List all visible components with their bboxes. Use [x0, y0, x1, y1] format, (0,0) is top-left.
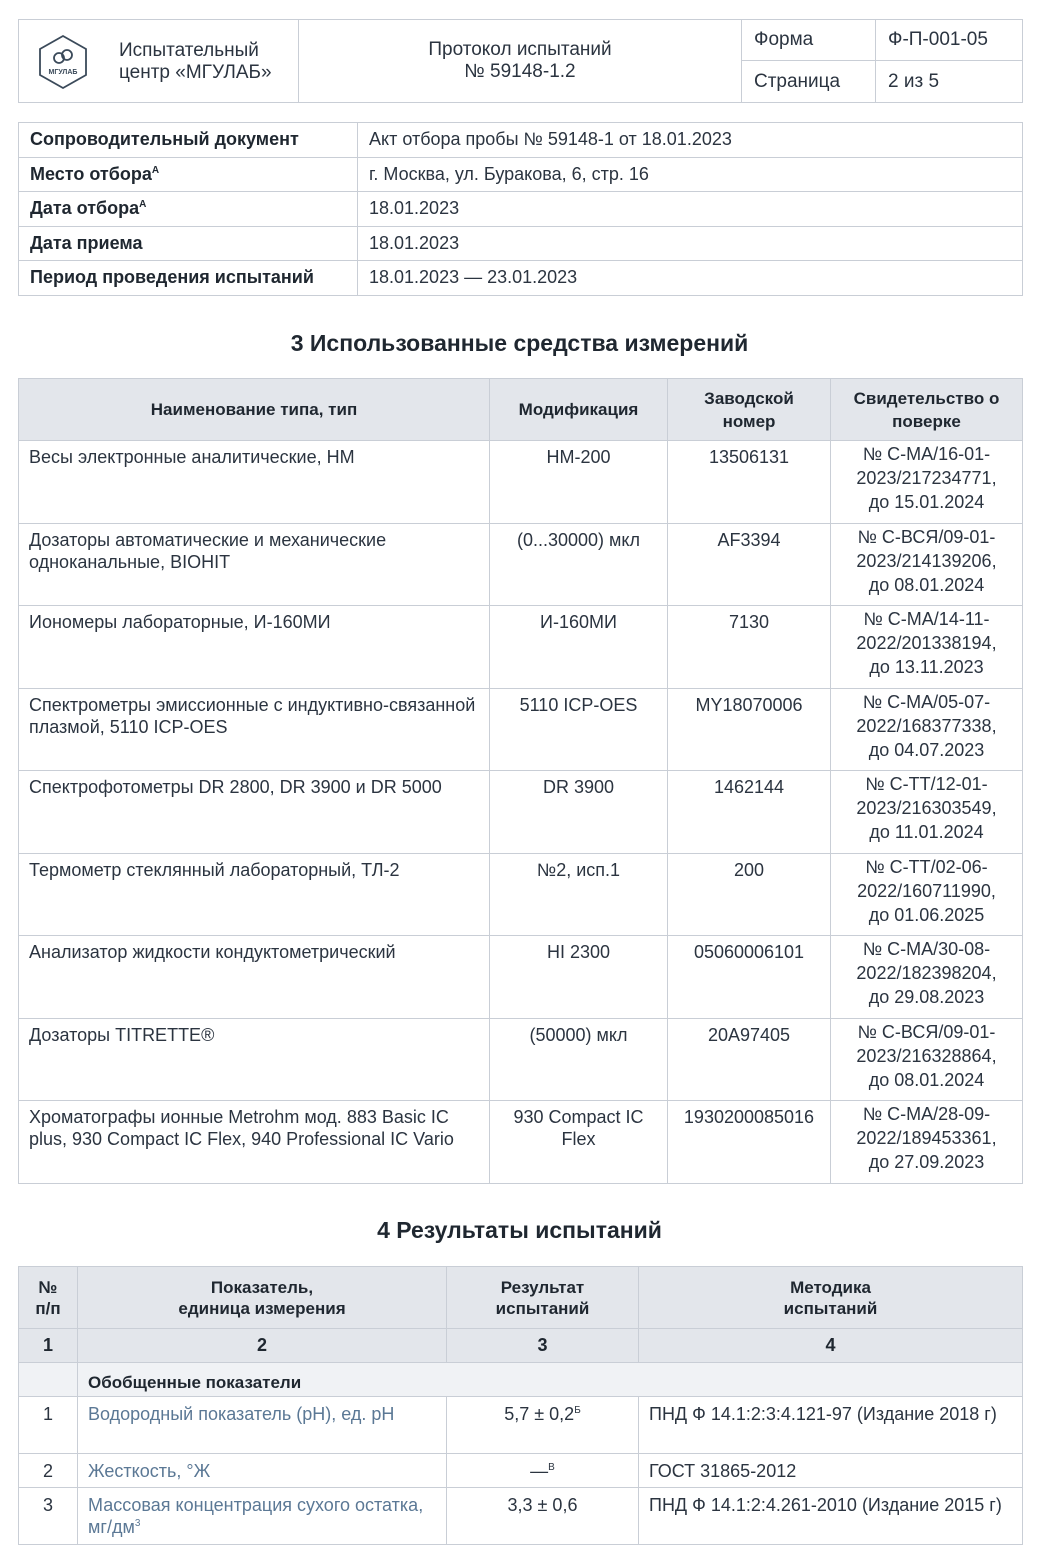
info-label: Дата приема — [19, 226, 358, 261]
instrument-name: Спектрометры эмиссионные с индуктивно-связанной плазмой, 5110 ICP-OES — [19, 688, 490, 771]
certificate-line: до 15.01.2024 — [868, 492, 985, 512]
instrument-serial: 7130 — [668, 606, 831, 689]
certificate-line: № С-ТТ/12-01- — [865, 774, 988, 794]
instrument-certificate — [831, 936, 1023, 1019]
info-label: Сопроводительный документ — [19, 123, 358, 158]
instrument-name: Хроматографы ионные Metrohm мод. 883 Basic IC plus, 930 Compact IC Flex, 940 Professional IC Vario — [19, 1101, 490, 1184]
instrument-name: Спектрофотометры DR 2800, DR 3900 и DR 5000 — [19, 771, 490, 854]
method-value: ПНД Ф 14.1:2:4.261-2010 (Издание 2015 г) — [639, 1488, 1023, 1545]
row-index: 1 — [19, 1397, 78, 1454]
instrument-serial: 13506131 — [668, 441, 831, 524]
instruments-table — [18, 378, 1023, 1184]
instrument-certificate — [831, 1101, 1023, 1184]
certificate-line: 2022/189453361, — [856, 1128, 997, 1148]
certificate-line: до 01.06.2025 — [868, 904, 985, 925]
certificate-line: № С-ВСЯ/09-01- — [857, 526, 996, 547]
instrument-row — [19, 523, 1023, 606]
results-table — [18, 1266, 1023, 1545]
info-value: 18.01.2023 — [358, 226, 1023, 261]
certificate-line: № С-МА/05-07- — [862, 691, 991, 712]
col-header-serial: Заводской номер — [668, 379, 831, 441]
group-title: Обобщенные показатели — [78, 1363, 1023, 1397]
certificate-line: 2022/182398204, — [856, 963, 997, 983]
info-label: Место отбора$^А$ — [19, 157, 358, 192]
col-header-index: № п/п — [19, 1267, 78, 1329]
logo-text: МГУЛАБ — [48, 69, 78, 76]
certificate-line: до 08.01.2024 — [868, 1069, 985, 1090]
instrument-certificate — [831, 688, 1023, 771]
instrument-modification: №2, исп.1 — [490, 853, 668, 936]
certificate-line: № С-МА/28-09- — [862, 1104, 991, 1124]
instrument-serial: 20A97405 — [668, 1018, 831, 1101]
instrument-modification: DR 3900 — [490, 771, 668, 854]
certificate-line: до 11.01.2024 — [869, 822, 984, 842]
certificate-line: 2023/217234771, — [856, 468, 997, 488]
page-value: 2 из 5 — [876, 61, 1023, 103]
form-value: Ф-П-001-05 — [876, 20, 1023, 61]
instrument-modification: И-160МИ — [490, 606, 668, 689]
row-index: 2 — [19, 1454, 78, 1488]
certificate-line: 2022/160711990, — [857, 880, 996, 901]
result-row — [19, 1397, 1023, 1454]
instrument-modification: HI 2300 — [490, 936, 668, 1019]
info-row — [19, 261, 1023, 296]
section4-title: 4 Результаты испытаний — [377, 1217, 662, 1243]
instrument-row — [19, 688, 1023, 771]
protocol-title — [299, 20, 742, 103]
instrument-modification: 930 Compact IC Flex — [490, 1101, 668, 1184]
certificate-line: № С-МА/14-11- — [863, 609, 990, 629]
indicator-name: Жесткость, °Ж — [78, 1454, 447, 1488]
instrument-modification: (50000) мкл — [490, 1018, 668, 1101]
instrument-certificate — [831, 441, 1023, 524]
row-index: 3 — [19, 1488, 78, 1545]
certificate-line: 2022/201338194, — [856, 633, 997, 653]
info-value: 18.01.2023 — 23.01.2023 — [358, 261, 1023, 296]
col-header-name: Наименование типа, тип — [19, 379, 490, 441]
org-name-line1: Испытательный — [119, 40, 259, 61]
certificate-line: 2022/168377338, — [856, 715, 997, 736]
certificate-line: № С-МА/16-01- — [862, 444, 991, 464]
certificate-line: 2023/214139206, — [856, 550, 997, 571]
instrument-name: Весы электронные аналитические, НМ — [19, 441, 490, 524]
result-value: 3,3 ± 0,6 — [447, 1488, 639, 1545]
col-number: 3 — [447, 1329, 639, 1363]
col-header-method: Методика испытаний — [639, 1267, 1023, 1329]
info-value: Акт отбора пробы № 59148-1 от 18.01.2023 — [358, 123, 1023, 158]
instrument-name: Анализатор жидкости кондуктометрический — [19, 936, 490, 1019]
mgulab-logo-icon — [35, 34, 91, 90]
certificate-line: № С-ТТ/02-06- — [865, 856, 988, 877]
instrument-row — [19, 441, 1023, 524]
protocol-line1: Протокол испытаний — [428, 39, 612, 60]
result-value: —$^В$ — [447, 1454, 639, 1488]
indicator-name: Водородный показатель (pH), ед. pH — [78, 1397, 447, 1454]
instrument-row — [19, 606, 1023, 689]
instrument-certificate — [831, 606, 1023, 689]
certificate-line: № С-МА/30-08- — [862, 939, 991, 959]
indicator-name: Массовая концентрация сухого остатка, $мг/дм^3$ — [78, 1488, 447, 1545]
instrument-row — [19, 936, 1023, 1019]
instrument-name: Дозаторы автоматические и механические одноканальные, BIOHIT — [19, 523, 490, 606]
instruments-body — [19, 441, 1023, 1184]
info-label: Дата отбора$^А$ — [19, 192, 358, 227]
col-number: 1 — [19, 1329, 78, 1363]
instrument-name: Иономеры лабораторные, И-160МИ — [19, 606, 490, 689]
instrument-serial: AF3394 — [668, 523, 831, 606]
certificate-line: до 29.08.2023 — [868, 987, 985, 1007]
result-value: $5,7 \pm 0,2^Б$ — [447, 1397, 639, 1454]
instrument-row — [19, 771, 1023, 854]
form-label: Форма — [742, 20, 876, 61]
instrument-name: Дозаторы TITRETTE® — [19, 1018, 490, 1101]
page-label: Страница — [742, 61, 876, 103]
info-row — [19, 192, 1023, 227]
col-header-indicator: Показатель, единица измерения — [78, 1267, 447, 1329]
instrument-certificate — [831, 853, 1023, 936]
instrument-modification: НМ-200 — [490, 441, 668, 524]
instrument-serial: 1930200085016 — [668, 1101, 831, 1184]
instrument-row — [19, 1101, 1023, 1184]
col-header-certificate: Свидетельство о поверке — [831, 379, 1023, 441]
instrument-row — [19, 1018, 1023, 1101]
certificate-line: до 08.01.2024 — [868, 574, 985, 595]
instrument-serial: MY18070006 — [668, 688, 831, 771]
instrument-serial: 1462144 — [668, 771, 831, 854]
instrument-certificate — [831, 1018, 1023, 1101]
instrument-certificate — [831, 523, 1023, 606]
col-header-result: Результат испытаний — [447, 1267, 639, 1329]
protocol-number: № 59148-1.2 — [464, 61, 576, 82]
document-header — [18, 19, 1023, 103]
col-header-modification: Модификация — [490, 379, 668, 441]
col-number: 4 — [639, 1329, 1023, 1363]
instrument-modification: (0...30000) мкл — [490, 523, 668, 606]
instrument-serial: 200 — [668, 853, 831, 936]
certificate-line: № С-ВСЯ/09-01- — [857, 1021, 996, 1042]
certificate-line: до 04.07.2023 — [868, 739, 985, 760]
col-number: 2 — [78, 1329, 447, 1363]
instrument-certificate — [831, 771, 1023, 854]
org-name-line2: центр «МГУЛАБ» — [119, 62, 272, 83]
certificate-line: до 13.11.2023 — [869, 657, 984, 677]
instrument-row — [19, 853, 1023, 936]
certificate-line: до 27.09.2023 — [868, 1152, 985, 1172]
certificate-line: 2023/216303549, — [856, 798, 997, 818]
info-row — [19, 157, 1023, 192]
sample-info-table — [18, 122, 1023, 296]
method-value: ПНД Ф 14.1:2:3:4.121-97 (Издание 2018 г) — [639, 1397, 1023, 1454]
org-name — [119, 40, 272, 84]
info-value: 18.01.2023 — [358, 192, 1023, 227]
instrument-serial: 05060006101 — [668, 936, 831, 1019]
instrument-modification: 5110 ICP-OES — [490, 688, 668, 771]
method-value: ГОСТ 31865-2012 — [639, 1454, 1023, 1488]
result-row — [19, 1488, 1023, 1545]
org-cell — [19, 20, 299, 103]
result-row — [19, 1454, 1023, 1488]
certificate-line: 2023/216328864, — [856, 1045, 997, 1066]
info-row — [19, 226, 1023, 261]
instrument-name: Термометр стеклянный лабораторный, ТЛ-2 — [19, 853, 490, 936]
info-row — [19, 123, 1023, 158]
info-label: Период проведения испытаний — [19, 261, 358, 296]
info-value: г. Москва, ул. Буракова, 6, стр. 16 — [358, 157, 1023, 192]
section3-title: 3 Использованные средства измерений — [290, 330, 749, 356]
